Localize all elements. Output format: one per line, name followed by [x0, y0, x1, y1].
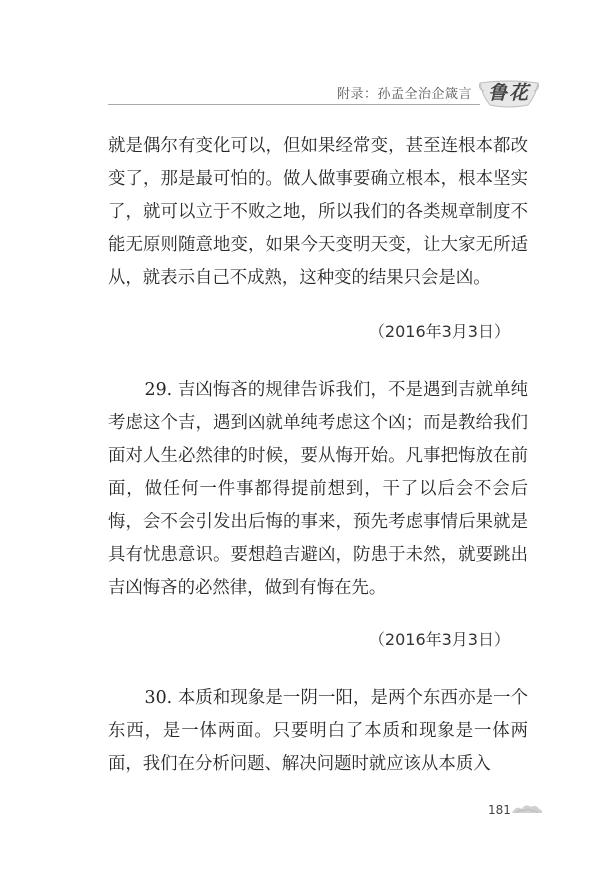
cloud-ornament-icon [510, 801, 544, 817]
date-stamp-2: （2016年3月3日） [368, 630, 510, 649]
paragraph-continuation: 就是偶尔有变化可以，但如果经常变，甚至连根本都改变了，那是最可怕的。做人做事要确立根本，根本坚实了，就可以立于不败之地，所以我们的各类规章制度不能无原则随意地变，如果今天变明天变，让大家无所适从，就表示自己不成熟，这种变的结果只会是凶。 [108, 136, 528, 288]
date-stamp-1: （2016年3月3日） [368, 322, 510, 341]
page-number: 181 [488, 803, 511, 817]
header-rule [108, 104, 480, 105]
brand-badge [478, 79, 540, 109]
brand-badge-text: 鲁花 [487, 82, 530, 104]
running-title: 附录：孙孟全治企箴言 [336, 87, 472, 102]
paragraph-29: 29. 吉凶悔吝的规律告诉我们，不是遇到吉就单纯考虑这个吉，遇到凶就单纯考虑这个凶；而是教给我们面对人生必然律的时候，要从悔开始。凡事把悔放在前面，做任何一件事都得提前想到，干了以后会不会后悔，会不会引发出后悔的事来，预先考虑事情后果就是具有忧患意识。要想趋吉避凶，防患于未然，就要跳出吉凶悔吝的必然律，做到有悔在先。 [108, 380, 528, 598]
paragraph-30: 30. 本质和现象是一阴一阳，是两个东西亦是一个东西，是一体两面。只要明白了本质和现象是一体两面，我们在分析问题、解决问题时就应该从本质入 [108, 688, 528, 774]
